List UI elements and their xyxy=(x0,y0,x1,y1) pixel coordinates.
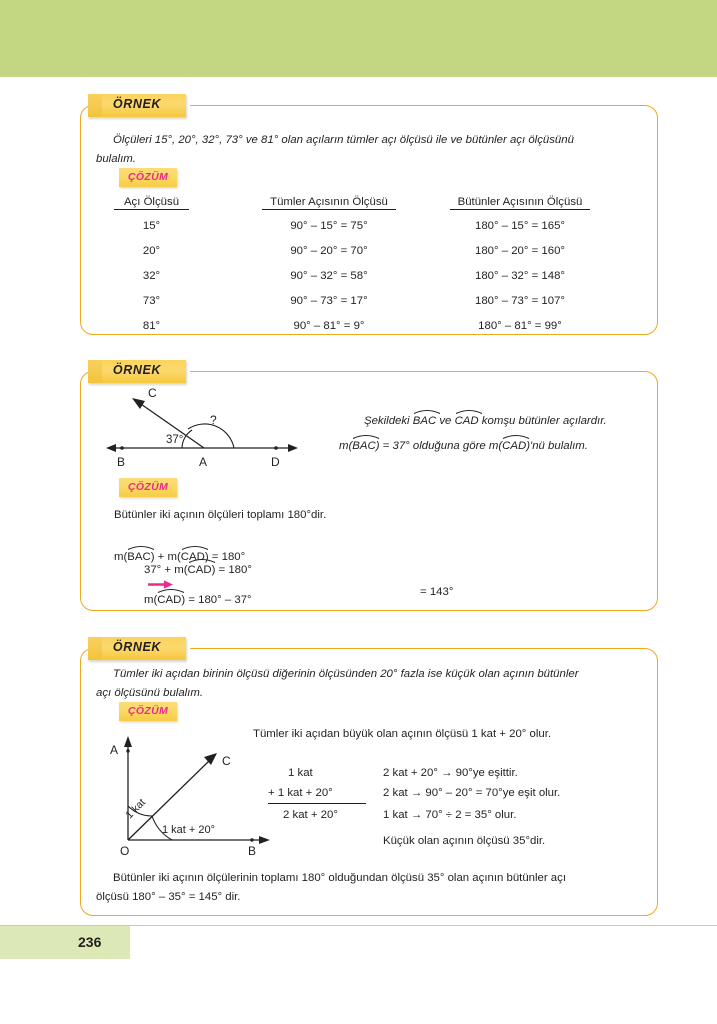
table-row: 90° – 15° = 75° xyxy=(290,220,368,232)
angle-cad-text: CAD xyxy=(180,551,205,563)
table-header-supplement: Bütünler Açısının Ölçüsü xyxy=(450,196,590,210)
angle-cad-text: CAD xyxy=(454,415,479,427)
svg-text:B: B xyxy=(117,455,126,469)
angle-arc-icon xyxy=(127,545,155,550)
table-row: 180° – 81° = 99° xyxy=(478,320,562,332)
example-2-solution-intro: Bütünler iki açının ölçüleri toplamı 180°dir. xyxy=(114,509,327,521)
svg-text:1 kat: 1 kat xyxy=(123,796,148,822)
page-number: 236 xyxy=(78,934,102,950)
table-row: 73° xyxy=(142,295,161,307)
table-row: 15° xyxy=(142,220,161,232)
example-3-prompt-line-2: açı ölçüsünü bulalım. xyxy=(96,687,204,699)
eq2-part-a: 37° + m( xyxy=(144,564,188,576)
svg-text:1 kat + 20°: 1 kat + 20° xyxy=(162,824,216,836)
example-2-statement-line-1 xyxy=(364,410,607,431)
example-1-ornek-tag xyxy=(88,94,186,117)
svg-text:A: A xyxy=(110,743,119,757)
angle-bac-notation xyxy=(352,435,375,456)
table-header-angle: Açı Ölçüsü xyxy=(114,196,189,210)
example-2-statement-line-2 xyxy=(339,435,588,456)
angle-cad-notation xyxy=(502,435,526,456)
example-1-prompt-line-2: bulalım. xyxy=(96,153,136,165)
eq2-part-c: m( xyxy=(144,594,158,606)
svg-text:?: ? xyxy=(210,413,217,427)
example-3-closing-line-2: ölçüsü 180° – 35° = 145° dir. xyxy=(96,891,241,903)
step-line: Küçük olan açının ölçüsü 35°dir. xyxy=(383,835,546,847)
angle-bac-notation xyxy=(413,410,436,431)
eq1-part-b: ) + m( xyxy=(150,551,181,563)
table-row: 20° xyxy=(142,245,161,257)
example-1-ornek-label: ÖRNEK xyxy=(112,97,162,111)
sum-term-2: + 1 kat + 20° xyxy=(268,787,333,799)
eq1-part-c: ) = 180° xyxy=(204,551,246,563)
example-2-cozum-tag xyxy=(119,478,177,497)
statement2-suffix: )'nü bulalım. xyxy=(526,440,588,452)
svg-text:A: A xyxy=(199,455,208,469)
angle-arc-icon xyxy=(181,545,209,550)
table-row: 81° xyxy=(142,320,161,332)
table-row: 90° – 73° = 17° xyxy=(290,295,368,307)
angle-arc-icon xyxy=(455,409,483,414)
statement-suffix: komşu bütünler açılardır. xyxy=(481,415,607,427)
statement-prefix: Şekildeki xyxy=(364,415,410,427)
table-row: 90° – 32° = 58° xyxy=(290,270,368,282)
svg-text:D: D xyxy=(271,455,280,469)
statement2-prefix: m( xyxy=(339,440,353,452)
example-3-intro: Tümler iki açıdan büyük olan açının ölçüsü 1 kat + 20° olur. xyxy=(253,728,552,740)
example-2-cozum-label: ÇÖZÜM xyxy=(128,481,168,493)
table-row: 32° xyxy=(142,270,161,282)
angle-cad-notation xyxy=(455,410,479,431)
eq2-part-d: ) = 180° – 37° xyxy=(181,594,252,606)
example-2-equation-3: = 143° xyxy=(420,586,454,598)
table-row: 180° – 32° = 148° xyxy=(475,270,565,282)
example-3-figure xyxy=(100,732,280,857)
angle-cad-text: CAD xyxy=(502,440,527,452)
sum-term-1: 1 kat xyxy=(288,767,313,779)
eq2-part-b: ) = 180° xyxy=(211,564,252,576)
example-1-prompt-line-1: Ölçüleri 15°, 20°, 32°, 73° ve 81° olan açıların tümler açı ölçüsü ile ve bütünler açı ölçüsünü xyxy=(113,134,574,146)
example-2-ornek-tag xyxy=(88,360,186,383)
statement-mid: ve xyxy=(439,415,452,427)
example-1-cozum-tag xyxy=(119,168,177,187)
step-line: 1 kat → 70° ÷ 2 = 35° olur. xyxy=(383,809,517,821)
svg-text:O: O xyxy=(120,844,130,857)
step-line: 2 kat → 90° – 20° = 70°ye eşit olur. xyxy=(383,787,561,799)
example-3-ornek-tag xyxy=(88,637,186,660)
table-row: 180° – 73° = 107° xyxy=(475,295,565,307)
svg-text:37°: 37° xyxy=(166,434,184,446)
footer-page-block xyxy=(0,926,130,959)
table-row: 180° – 15° = 165° xyxy=(475,220,565,232)
svg-text:B: B xyxy=(248,844,257,857)
sum-total: 2 kat + 20° xyxy=(283,809,338,821)
angle-arc-icon xyxy=(502,434,530,439)
angle-arc-icon xyxy=(413,409,441,414)
table-row: 90° – 20° = 70° xyxy=(290,245,368,257)
table-row: 180° – 20° = 160° xyxy=(475,245,565,257)
step-line: 2 kat + 20° → 90°ye eşittir. xyxy=(383,767,518,779)
table-header-complement: Tümler Açısının Ölçüsü xyxy=(262,196,396,210)
angle-cad-notation xyxy=(188,559,212,580)
angle-bac-text: BAC xyxy=(412,415,437,427)
example-2-figure xyxy=(104,386,304,471)
example-2-ornek-label: ÖRNEK xyxy=(112,363,162,377)
example-1-cozum-label: ÇÖZÜM xyxy=(128,171,168,183)
angle-cad-text: CAD xyxy=(157,594,182,606)
statement2-mid: ) = 37° olduğuna göre m( xyxy=(375,440,503,452)
example-3-ornek-label: ÖRNEK xyxy=(112,640,162,654)
example-3-prompt-line-1: Tümler iki açıdan birinin ölçüsü diğerinin ölçüsünden 20° fazla ise küçük olan açının bütünler xyxy=(113,668,579,680)
example-3-cozum-label: ÇÖZÜM xyxy=(128,705,168,717)
angle-cad-text: CAD xyxy=(187,564,212,576)
svg-text:C: C xyxy=(148,386,157,400)
example-3-closing-line-1: Bütünler iki açının ölçülerinin toplamı 180° olduğundan ölçüsü 35° olan açının bütünler açı xyxy=(113,872,567,884)
example-3-cozum-tag xyxy=(119,702,177,721)
angle-arc-icon xyxy=(157,588,185,593)
angle-cad-notation xyxy=(157,589,181,610)
page-header-band xyxy=(0,0,717,77)
table-row: 90° – 81° = 9° xyxy=(293,320,365,332)
example-2-equation-2 xyxy=(144,559,252,610)
sum-rule xyxy=(268,803,366,804)
angle-arc-icon xyxy=(188,558,216,563)
svg-text:C: C xyxy=(222,754,231,768)
angle-bac-text: BAC xyxy=(127,551,151,563)
eq1-part-a: m( xyxy=(114,551,128,563)
angle-arc-icon xyxy=(352,434,380,439)
angle-bac-text: BAC xyxy=(352,440,376,452)
